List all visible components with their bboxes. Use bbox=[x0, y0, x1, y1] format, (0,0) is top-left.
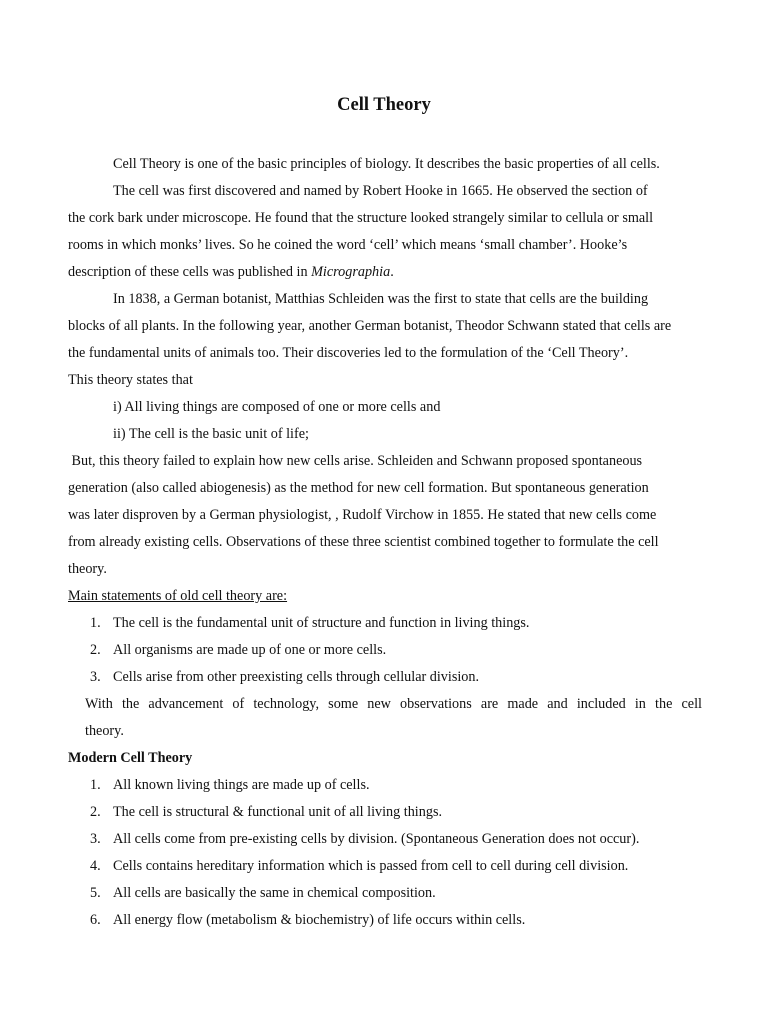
list-text: All known living things are made up of cells. bbox=[113, 777, 370, 793]
intro-paragraph: Cell Theory is one of the basic principles of biology. It describes the basic properties of all cells. bbox=[113, 156, 660, 172]
advancement-line-1: With the advancement of technology, some new observations are made and included in the cell bbox=[85, 696, 702, 712]
old-theory-heading bbox=[68, 583, 702, 610]
list-number: 2. bbox=[90, 804, 101, 820]
failure-line-4: from already existing cells. Observations of these three scientist combined together to formulate the cell bbox=[68, 534, 659, 550]
list-text: All energy flow (metabolism & biochemistry) of life occurs within cells. bbox=[113, 912, 526, 928]
document-title: Cell Theory bbox=[337, 95, 431, 115]
modern-list-item bbox=[68, 799, 702, 826]
list-number: 2. bbox=[90, 642, 101, 658]
list-text: All organisms are made up of one or more cells. bbox=[113, 642, 387, 658]
hooke-line-4 bbox=[68, 259, 702, 286]
list-text: All cells are basically the same in chemical composition. bbox=[113, 885, 436, 901]
theory-statement-1: i) All living things are composed of one or more cells and bbox=[113, 399, 441, 415]
list-text: All cells come from pre-existing cells by division. (Spontaneous Generation does not occur). bbox=[113, 831, 640, 847]
list-number: 6. bbox=[90, 912, 101, 928]
old-list-item bbox=[68, 637, 702, 664]
old-theory-heading-text: Main statements of old cell theory are: bbox=[68, 588, 288, 604]
failure-line-2: generation (also called abiogenesis) as the method for new cell formation. But spontaneous generation bbox=[68, 480, 649, 496]
micrographia-title: Micrographia bbox=[311, 264, 391, 280]
modern-theory-heading: Modern Cell Theory bbox=[68, 750, 193, 766]
schleiden-line-3: the fundamental units of animals too. Their discoveries led to the formulation of the ‘Cell Theory’. bbox=[68, 345, 629, 361]
theory-statement-2: ii) The cell is the basic unit of life; bbox=[113, 426, 309, 442]
list-number: 4. bbox=[90, 858, 101, 874]
hooke-line-4-end: . bbox=[390, 264, 394, 280]
old-list-item bbox=[68, 664, 702, 691]
list-number: 3. bbox=[90, 669, 101, 685]
old-list-item bbox=[68, 610, 702, 637]
list-number: 3. bbox=[90, 831, 101, 847]
list-text: Cells arise from other preexisting cells through cellular division. bbox=[113, 669, 480, 685]
hooke-line-2: the cork bark under microscope. He found that the structure looked strangely similar to cellula or small bbox=[68, 210, 654, 226]
list-text: The cell is the fundamental unit of structure and function in living things. bbox=[113, 615, 530, 631]
advancement-line-2: theory. bbox=[85, 723, 124, 739]
modern-list-item bbox=[68, 772, 702, 799]
list-text: Cells contains hereditary information which is passed from cell to cell during cell division. bbox=[113, 858, 629, 874]
modern-list-item bbox=[68, 853, 702, 880]
modern-list-item bbox=[68, 907, 702, 934]
failure-line-1: But, this theory failed to explain how new cells arise. Schleiden and Schwann proposed spontaneous bbox=[68, 453, 643, 469]
theory-states-intro: This theory states that bbox=[68, 372, 193, 388]
list-number: 1. bbox=[90, 615, 101, 631]
failure-line-5: theory. bbox=[68, 561, 107, 577]
modern-list-item bbox=[68, 826, 702, 853]
list-number: 5. bbox=[90, 885, 101, 901]
failure-line-3: was later disproven by a German physiologist, , Rudolf Virchow in 1855. He stated that new cells come bbox=[68, 507, 657, 523]
schleiden-line-2: blocks of all plants. In the following year, another German botanist, Theodor Schwann stated that cells are bbox=[68, 318, 672, 334]
list-text: The cell is structural & functional unit of all living things. bbox=[113, 804, 443, 820]
hooke-line-1: The cell was first discovered and named by Robert Hooke in 1665. He observed the section of bbox=[113, 183, 648, 199]
schleiden-line-1: In 1838, a German botanist, Matthias Schleiden was the first to state that cells are the building bbox=[113, 291, 649, 307]
document-body bbox=[68, 151, 702, 934]
modern-list-item bbox=[68, 880, 702, 907]
hooke-line-3: rooms in which monks’ lives. So he coined the word ‘cell’ which means ‘small chamber’. Hooke’s bbox=[68, 237, 628, 253]
hooke-line-4-text: description of these cells was published in bbox=[68, 264, 312, 280]
list-number: 1. bbox=[90, 777, 101, 793]
